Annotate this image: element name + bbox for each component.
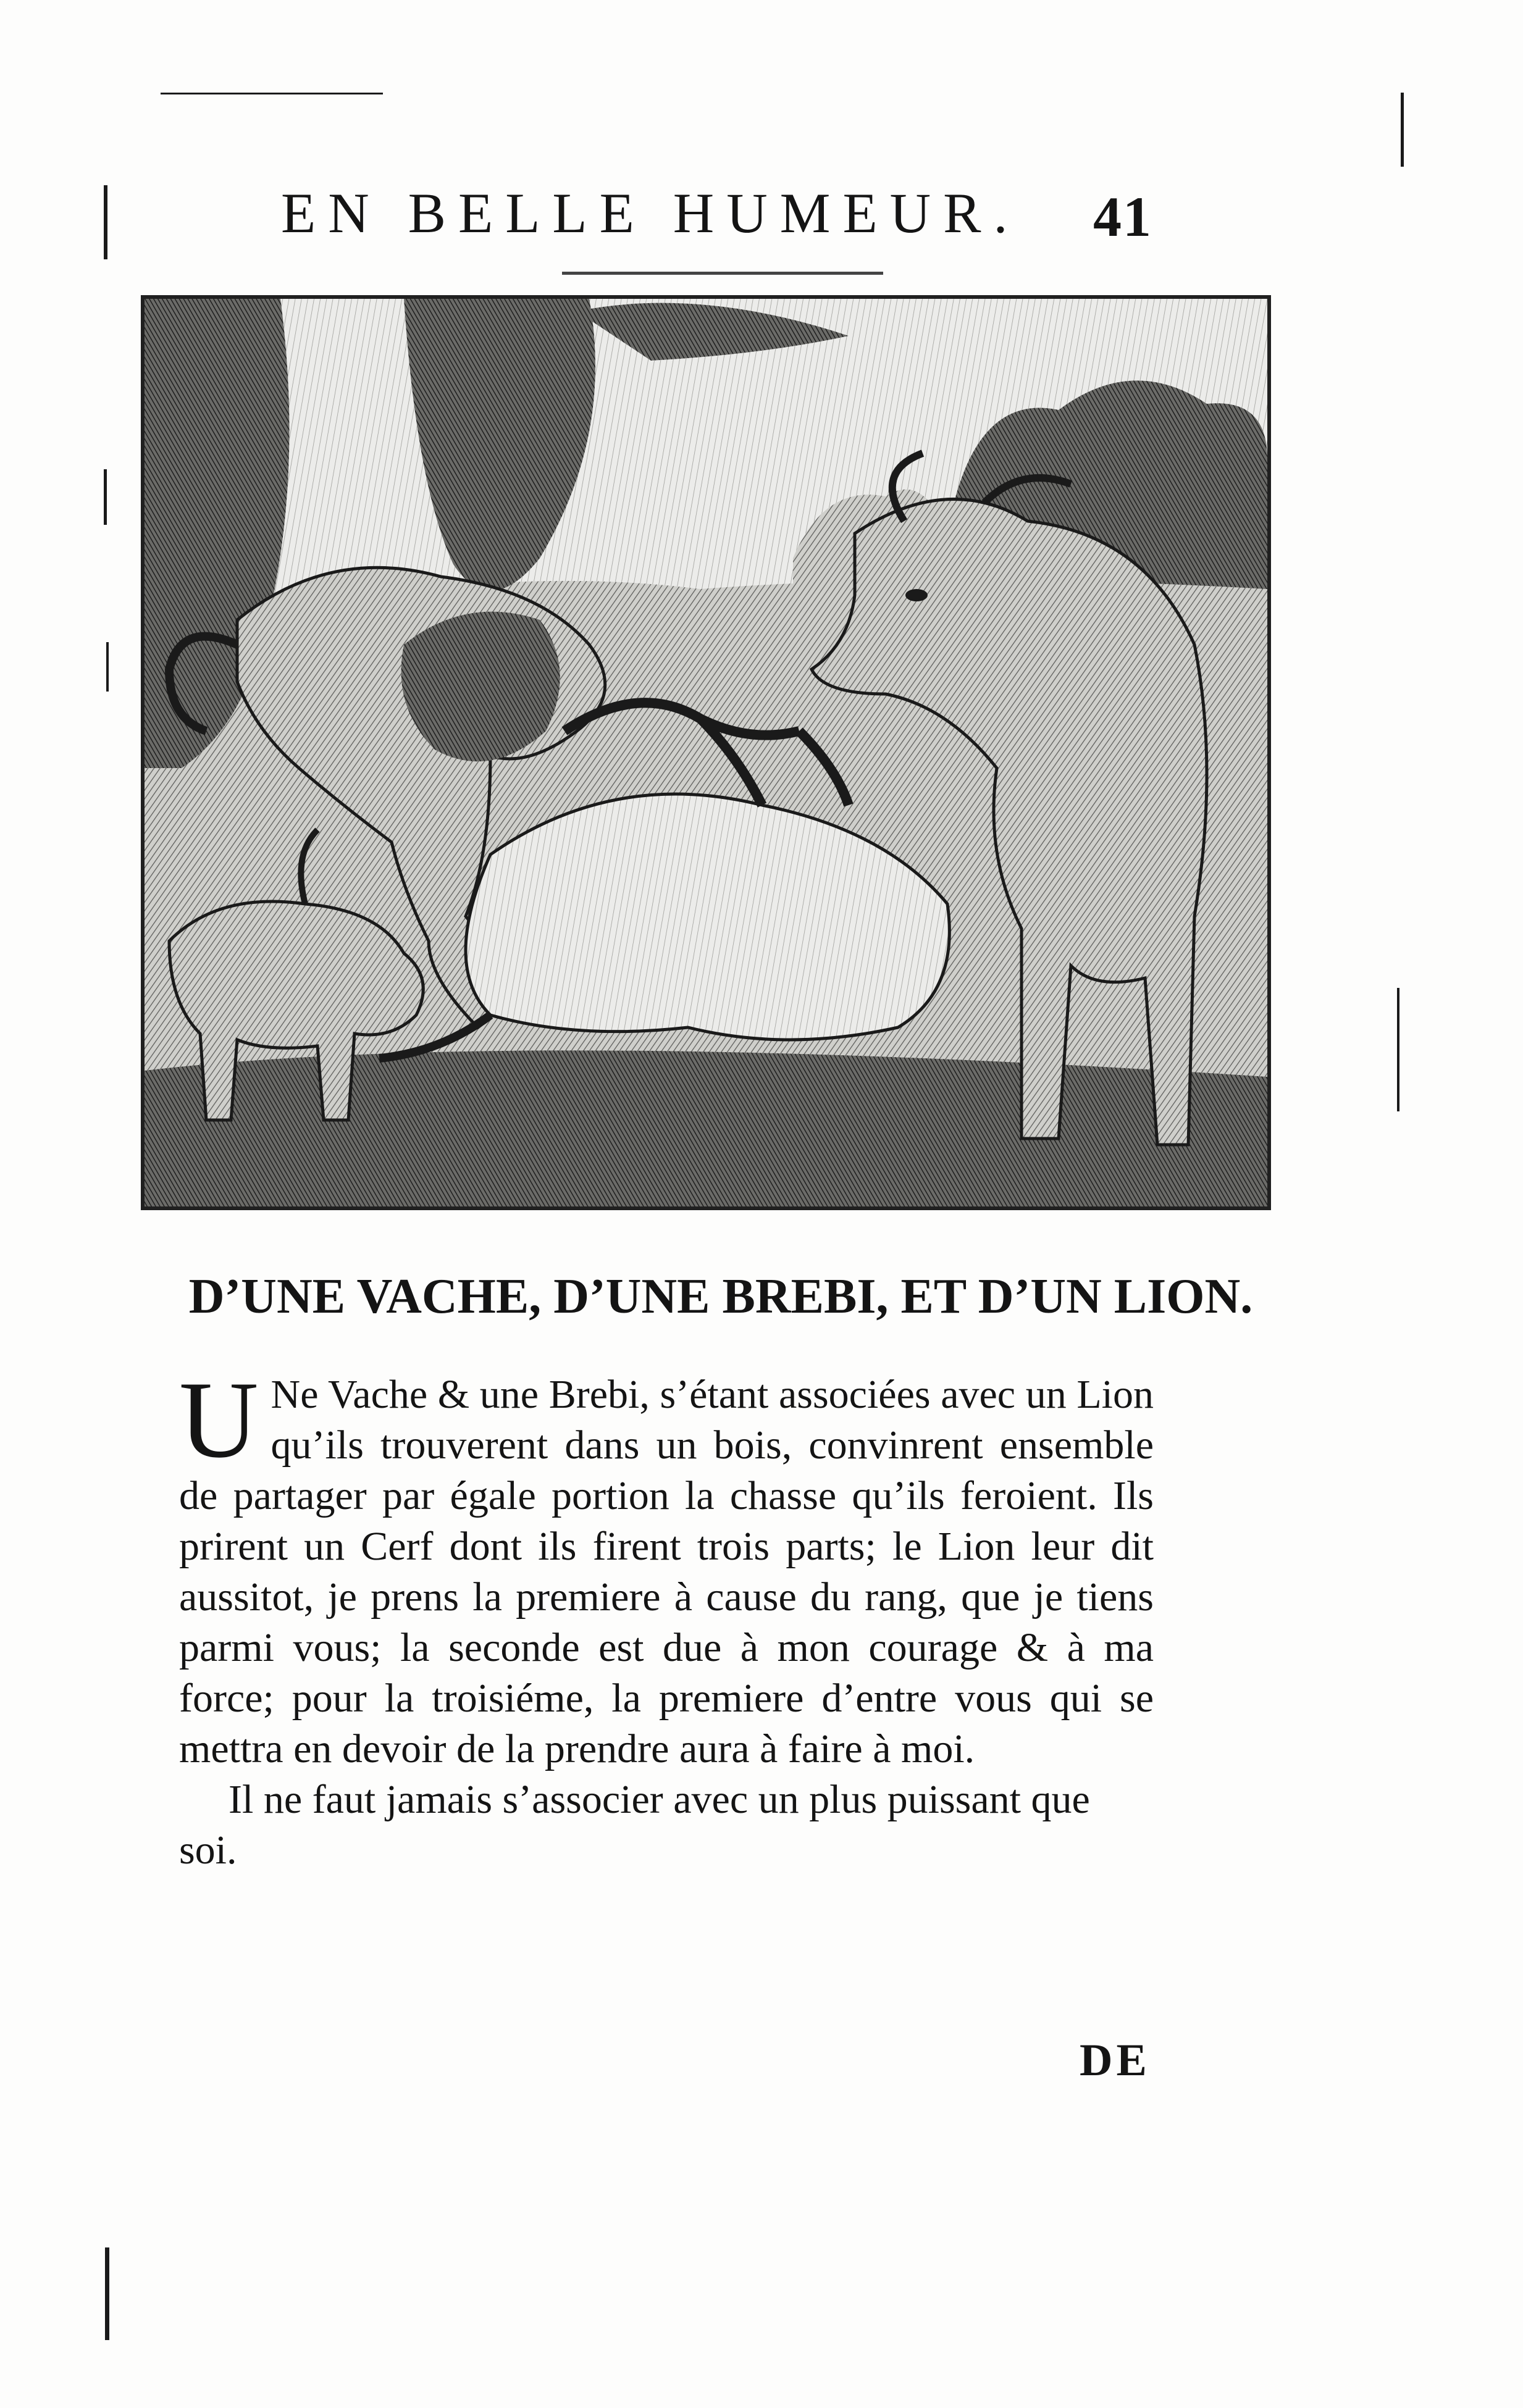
scan-edge-mark xyxy=(1397,988,1399,1111)
catchword: DE xyxy=(1080,2035,1151,2086)
drop-cap: U xyxy=(179,1358,259,1481)
engraving-illustration xyxy=(141,295,1271,1210)
fable-paragraph xyxy=(179,1358,1154,1775)
fable-moral: Il ne faut jamais s’associer avec un plus puissant que soi. xyxy=(179,1777,1090,1873)
fable-title: D’UNE VACHE, D’UNE BREBI, ET D’UN LION. xyxy=(188,1269,1253,1324)
scan-edge-mark xyxy=(1401,93,1404,167)
foreground-ground xyxy=(145,1050,1267,1206)
scan-edge-mark xyxy=(104,185,107,259)
running-title: EN BELLE HUMEUR. xyxy=(281,182,1020,245)
head-rule xyxy=(562,272,883,275)
scan-edge-mark xyxy=(104,469,107,525)
engraving-image xyxy=(145,299,1267,1206)
page-number: 41 xyxy=(1093,185,1152,248)
fable-body xyxy=(179,1358,1154,1876)
scan-edge-mark xyxy=(105,2247,109,2340)
scan-edge-mark xyxy=(161,93,383,94)
fable-text: Ne Vache & une Brebi, s’étant associées avec un Lion qu’ils trouverent dans un bois, convinrent ensemble de partager par égale portion la chasse qu’ils feroient. Ils prirent un Cerf dont ils firent trois parts; le Lion leur dit aussitot, je prens la premiere à cause du rang, que je tiens parmi vous; la seconde est due à mon courage & à ma force; pour la troisiéme, la premiere d’entre vous qui se mettra en devoir de la prendre aura à faire à moi. xyxy=(179,1372,1154,1771)
scan-edge-mark xyxy=(106,642,109,692)
running-head xyxy=(281,180,1158,254)
